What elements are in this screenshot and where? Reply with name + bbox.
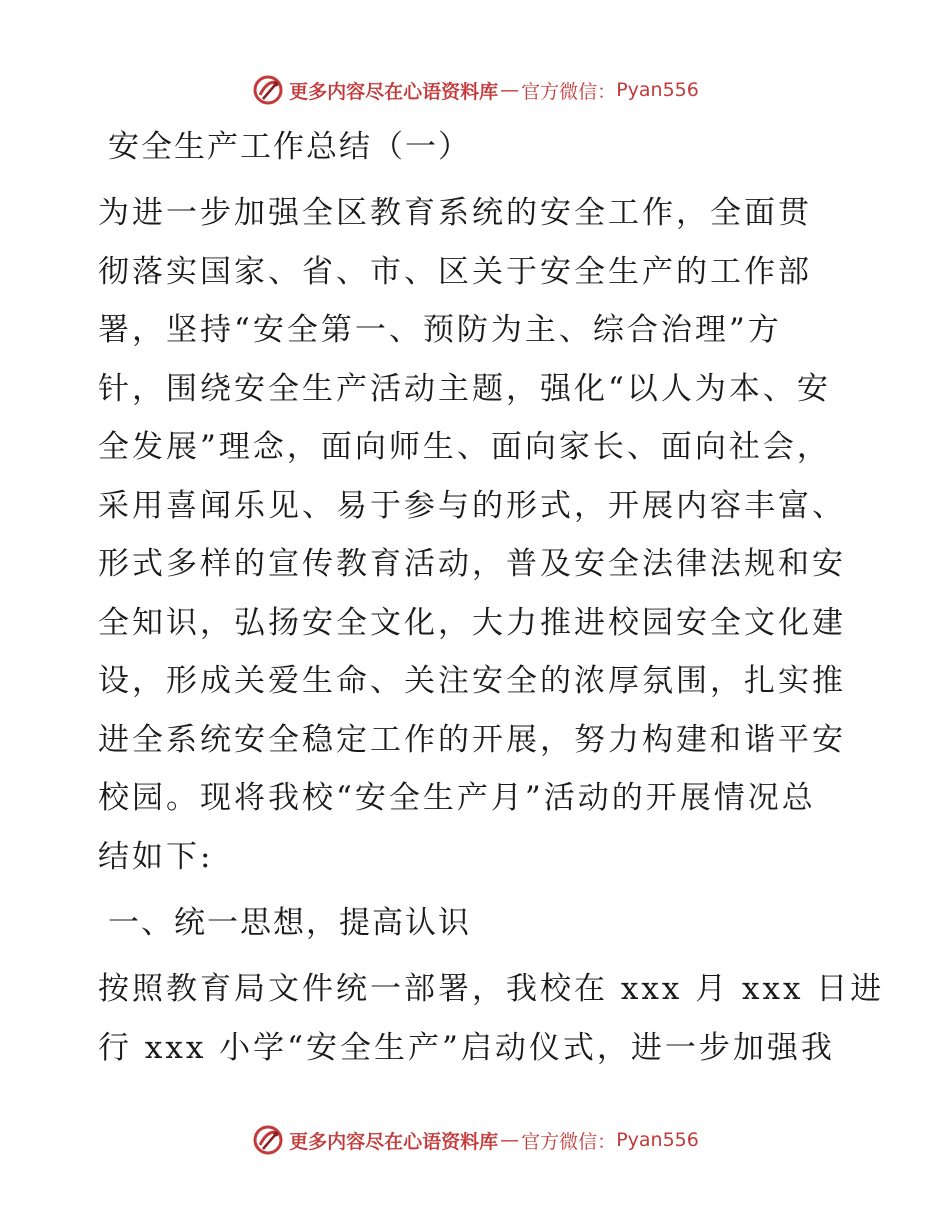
paragraph-line: 全知识，弘扬安全文化，大力推进校园安全文化建: [98, 604, 846, 641]
paragraph-line: 形式多样的宣传教育活动，普及安全法律法规和安: [98, 546, 846, 582]
banner-handle: Pyan556: [616, 79, 699, 101]
paragraph-line: 结如下:: [98, 838, 214, 875]
paragraph-line: 进全系统安全稳定工作的开展，努力构建和谐平安: [98, 721, 846, 758]
paragraph-line: 采用喜闻乐见、易于参与的形式，开展内容丰富、: [98, 487, 846, 524]
paragraph-line: 设，形成关爱生命、关注安全的浓厚氛围，扎实推: [98, 663, 846, 699]
document-title: 安全生产工作总结（一）: [108, 129, 471, 165]
footer-banner: [0, 1120, 950, 1160]
section-heading: 一、统一思想，提高认识: [108, 905, 471, 941]
paragraph-line: 针，围绕安全生产活动主题，强化“以人为本、安: [98, 370, 831, 407]
paragraph-section1: [98, 960, 885, 1077]
banner-brand: 更多内容尽在心语资料库: [289, 1130, 499, 1153]
header-banner: [0, 70, 950, 110]
paragraph-line: 全发展”理念，面向师生、面向家长、面向社会，: [98, 429, 831, 465]
paragraph-line: 彻落实国家、省、市、区关于安全生产的工作部: [98, 253, 812, 290]
banner-brand: 更多内容尽在心语资料库: [289, 80, 499, 103]
banner-label: 官方微信：: [521, 1130, 617, 1153]
banner-dash: —: [500, 79, 520, 101]
paragraph-line: 按照教育局文件统一部署，我校在 xxx 月 xxx 日进: [98, 971, 885, 1007]
document-body: [98, 124, 885, 1077]
banner-label: 官方微信：: [521, 80, 617, 103]
logo-icon: [251, 1123, 285, 1157]
banner-dash: —: [500, 1129, 520, 1151]
logo-icon: [251, 73, 285, 107]
paragraph-line: 为进一步加强全区教育系统的安全工作，全面贯: [98, 195, 812, 231]
paragraph-intro: [98, 184, 858, 886]
paragraph-line: 校园。现将我校“安全生产月”活动的开展情况总: [98, 780, 816, 816]
paragraph-line: 行 xxx 小学“安全生产”启动仪式，进一步加强我: [98, 1029, 835, 1066]
banner-handle: Pyan556: [616, 1129, 699, 1151]
paragraph-line: 署，坚持“安全第一、预防为主、综合治理”方: [98, 312, 782, 348]
